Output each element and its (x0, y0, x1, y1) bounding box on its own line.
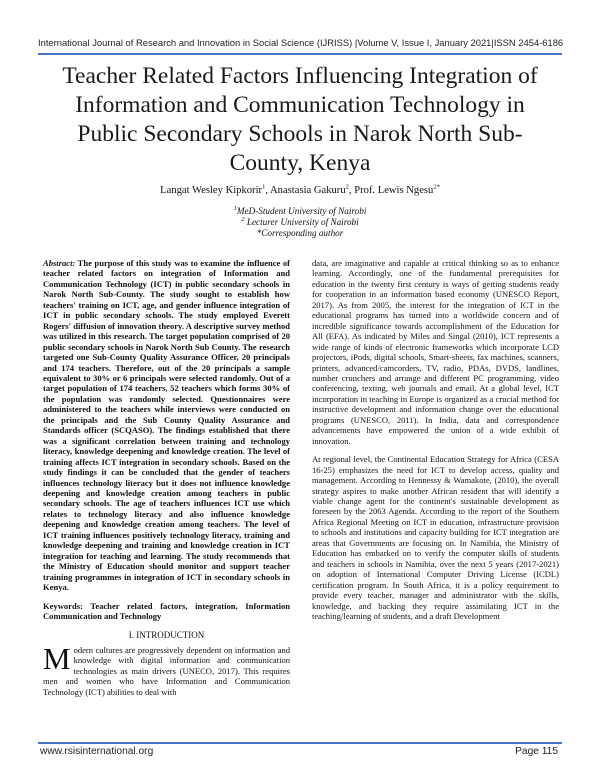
left-column (43, 258, 290, 697)
abstract-label: Abstract: (43, 258, 76, 268)
author-list (38, 185, 562, 196)
page-number: Page 115 (515, 746, 558, 757)
drop-cap: M (43, 640, 71, 676)
author-sep: , (348, 185, 355, 196)
author-2-sup: 2 (345, 183, 349, 191)
author-1-sup: 1 (262, 183, 266, 191)
paper-title: Teacher Related Factors Influencing Integration of Information and Communication Technology in Public Secondary Schools in Narok North Sub-County, Kenya (62, 63, 538, 176)
author-3: Prof. Lewis Ngesu (354, 185, 434, 196)
abstract (43, 258, 290, 593)
affiliation-2-sup: 2 (241, 215, 245, 223)
affiliation-1-text: MeD-Student University of Nairobi (236, 206, 367, 216)
keywords: Keywords: Teacher related factors, integration, Information Communication and Technology (43, 600, 290, 621)
affiliation-1 (38, 206, 562, 217)
author-sep: , (265, 185, 271, 196)
right-column (312, 258, 559, 621)
header-rule (38, 53, 562, 55)
corresponding-author: *Corresponding author (256, 228, 344, 238)
affiliation-1-sup: 1 (233, 204, 237, 212)
author-2: Anastasia Gakuru (270, 185, 346, 196)
right-paragraph-1: data, are imaginative and capable at critical thinking so as to enhance learning. Accordingly, one of the fundamental prerequisites for education in the twenty first century is ways of getting students ready for cooperation in an information based economy (UNESCO Report, 2017). As from 2005, the interest for the integration of ICT in the educational programs has turned into a worldwide concern and of incredible significance towards accomplishment of the Education for All (EFA). As indicated by Miles and Singal (2010), ICT represents a wide range of kinds of electronic frameworks which incorporate LCD projectors, iPods, digital schools, Smart-sheets, fax machines, scanners, printers, advanced/camcorders, TV, radio, PDAs, DVDS, landlines, number crunchers and arrange and different PC programming, video conferencing, texting, web journals and email. At a global level, ICT incorporation in teaching in Europe is organized as a crucial method for instructive development and information change over the educational programs (UNESCO, 2011). In India, data and correspondence advancements have empowered the union of a wide exhibit of innovation. (312, 258, 559, 446)
intro-paragraph (43, 640, 290, 697)
section-heading-introduction: I. INTRODUCTION (128, 630, 205, 641)
author-1: Langat Wesley Kipkorir (160, 185, 263, 196)
journal-header: International Journal of Research and Innovation in Social Science (IJRISS) |Volume V, Issue I, January 2021|ISSN 2454-6186 (38, 37, 564, 48)
affiliation-2-text: Lecturer University of Nairobi (244, 217, 359, 227)
right-paragraph-2: At regional level, the Continental Education Strategy for Africa (CESA 16-25) emphasizes the need for ICT to develop access, quality and management. According to Hennessy & Wamakote, (2010), the overall strategy aspires to make another African resident that will identify a viable change agent for the continent's sustainable development as foreseen by the 2063 Agenda. According to the report of the Southern Africa Regional Meeting on ICT in education, infrastructure provision to schools and institutions and capacity building for ICT integration are areas that Governments are focusing on. In Namibia, the Ministry of Education has embarked on to verify the computer skills of students and teachers in schools in Namibia, over the next 5 years (2017-2021) on adoption of International Computer Driving License (ICDL) certification program. In South Africa, it is a policy requirement to provide every teacher, manager and administrator with the skills, knowledge, and backing they require assimilating ICT in the teaching/learning of students, and a draft Development (312, 454, 559, 621)
footer-website-link[interactable]: www.rsisinternational.org (40, 746, 154, 757)
footer-rule (38, 742, 562, 744)
affiliation-2 (38, 217, 562, 228)
intro-text: odern cultures are progressively dependent on information and knowledge with digital information and communication technologies as main drivers (UNECO, 2017). This requires men and women who have Information and Communication Technology (ICT) abilities to deal with (43, 644, 290, 697)
abstract-text: The purpose of this study was to examine the influence of teacher related factors on integration of Information and Communication Technology (ICT) in public secondary schools in Narok North Sub-County. The study sought to establish how teachers' training on ICT, age, and gender influence integration of ICT in public secondary schools. The study employed Everett Rogers' diffusion of innovation theory. A descriptive survey method was utilized in this research. The target population comprised of 20 public secondary schools in Narok North Sub County. The research targeted one Sub-County Quality Assurance Officer, 20 principals and 174 teachers. Therefore, out of the 20 principals a sample equivalent to 30% or 6 principals were selected randomly. Out of a target population of 174 teachers, 52 teachers which forms 30% of the population was randomly selected. Questionnaires were administered to the teachers while interviews were conducted on the principals and the Sub County Quality Assurance and Standards officer (SCQASO). The findings established that there was a significant correlation between training and technology literacy, knowledge deepening and knowledge creation. The level of training affects ICT integration in secondary schools. Based on the study findings it can be concluded that the gender of teachers influences technology literacy but it does not influence knowledge deepening and knowledge creation among teachers in public secondary schools. The age of teachers influences ICT use which relates to technology literacy and also influence knowledge deepening and knowledge creation among teachers. The level of ICT training influences positively technology literacy, training and knowledge deepening and training and knowledge creation in ICT integration for teaching and learning. The study recommends that the Ministry of Education should monitor and support teacher training programmes in integration of ICT in secondary schools in Kenya. (43, 258, 290, 593)
author-3-sup: 2* (433, 183, 440, 191)
